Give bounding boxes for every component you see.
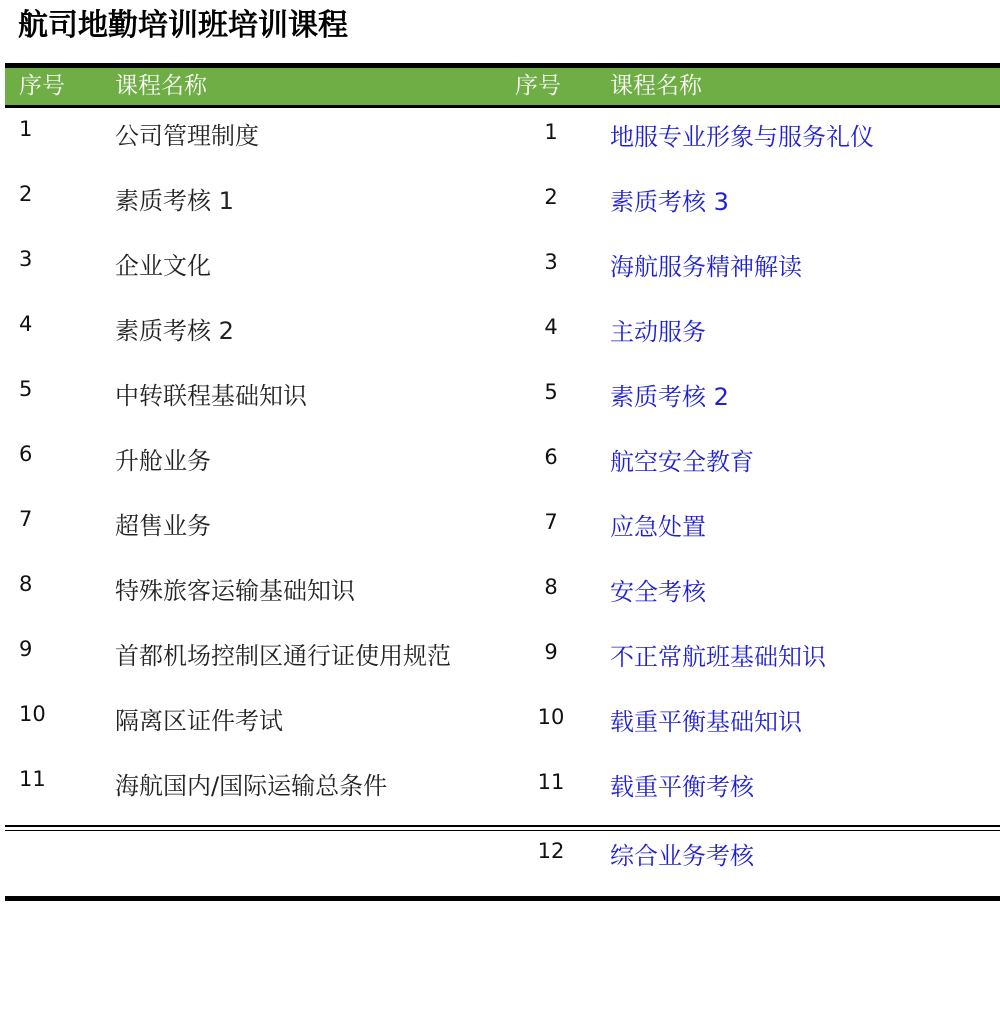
header-left-course-name: 课程名称 (115, 73, 207, 99)
left-course-name: 企业文化 (115, 252, 211, 280)
left-course-name: 海航国内/国际运输总条件 (115, 772, 388, 800)
left-course-number: 1 (19, 117, 33, 141)
header-right-number: 序号 (515, 73, 561, 99)
left-course-number: 9 (19, 637, 33, 661)
table-row (0, 836, 1000, 901)
left-course-number: 5 (19, 377, 33, 401)
left-course-name: 隔离区证件考试 (115, 707, 283, 735)
right-course-number: 7 (544, 510, 558, 534)
header-right-course-name: 课程名称 (610, 73, 702, 99)
table-row (0, 767, 1000, 832)
page-title: 航司地勤培训班培训课程 (18, 8, 348, 43)
right-course-name: 海航服务精神解读 (610, 253, 802, 281)
left-course-number: 8 (19, 572, 33, 596)
table-row (0, 117, 1000, 182)
left-course-number: 7 (19, 507, 33, 531)
table-bottom-rule (5, 896, 1000, 901)
right-course-name: 综合业务考核 (610, 842, 754, 870)
right-course-name: 不正常航班基础知识 (610, 643, 826, 671)
table-row (0, 247, 1000, 312)
right-course-name: 应急处置 (610, 513, 706, 541)
left-course-name: 公司管理制度 (115, 122, 259, 150)
right-course-number: 5 (544, 380, 558, 404)
table-row (0, 182, 1000, 247)
left-course-number: 6 (19, 442, 33, 466)
left-course-name: 首都机场控制区通行证使用规范 (115, 642, 451, 670)
left-course-name: 升舱业务 (115, 447, 211, 475)
right-course-number: 10 (537, 705, 565, 729)
table-row (0, 312, 1000, 377)
right-course-name: 载重平衡基础知识 (610, 708, 802, 736)
right-course-name: 载重平衡考核 (610, 773, 754, 801)
right-course-name: 主动服务 (610, 318, 706, 346)
double-rule-top (5, 825, 1000, 827)
left-course-number: 10 (19, 702, 46, 726)
right-course-number: 3 (544, 250, 558, 274)
right-course-name: 安全考核 (610, 578, 706, 606)
left-course-name: 素质考核 1 (115, 187, 234, 215)
right-course-number: 11 (537, 770, 565, 794)
right-course-number: 1 (544, 120, 558, 144)
left-course-number: 2 (19, 182, 33, 206)
right-course-name: 素质考核 2 (610, 383, 729, 411)
table-row (0, 377, 1000, 442)
table-row (0, 637, 1000, 702)
table-row (0, 507, 1000, 572)
left-course-name: 素质考核 2 (115, 317, 234, 345)
left-course-number: 3 (19, 247, 33, 271)
left-course-number: 4 (19, 312, 33, 336)
left-course-name: 中转联程基础知识 (115, 382, 307, 410)
right-course-number: 4 (544, 315, 558, 339)
double-rule-bottom (5, 830, 1000, 831)
right-course-number: 9 (544, 640, 558, 664)
left-course-number: 11 (19, 767, 46, 791)
table-row (0, 702, 1000, 767)
table-row (0, 442, 1000, 507)
right-course-name: 航空安全教育 (610, 448, 754, 476)
left-course-name: 特殊旅客运输基础知识 (115, 577, 355, 605)
header-bottom-rule (5, 105, 1000, 108)
right-course-number: 2 (544, 185, 558, 209)
right-course-number: 6 (544, 445, 558, 469)
header-left-number: 序号 (19, 73, 65, 99)
table-row (0, 572, 1000, 637)
left-course-name: 超售业务 (115, 512, 211, 540)
right-course-name: 素质考核 3 (610, 188, 729, 216)
right-course-number: 8 (544, 575, 558, 599)
right-course-name: 地服专业形象与服务礼仪 (610, 123, 874, 151)
right-course-number: 12 (537, 839, 565, 863)
